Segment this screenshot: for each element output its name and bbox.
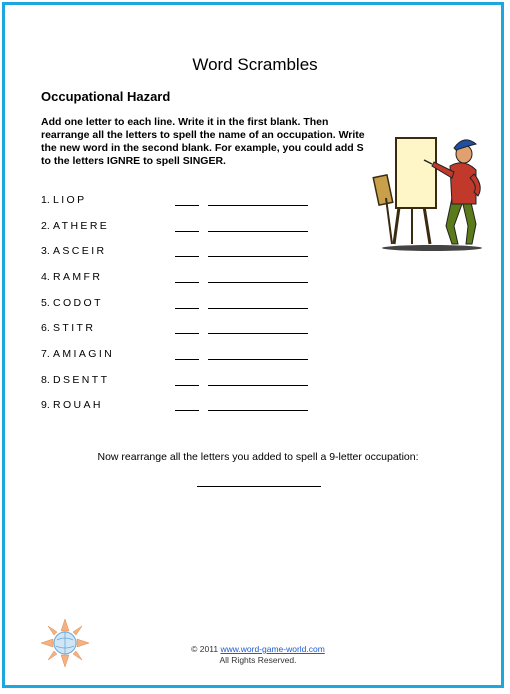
page-title: Word Scrambles: [192, 55, 318, 74]
occupation-blank[interactable]: [208, 282, 308, 283]
added-letter-blank[interactable]: [175, 333, 199, 334]
item-number: 4.: [41, 271, 50, 283]
item-number: 7.: [41, 348, 50, 360]
occupation-blank[interactable]: [208, 385, 308, 386]
item-number: 2.: [41, 220, 50, 232]
copyright-text: © 2011: [191, 644, 219, 654]
occupation-blank[interactable]: [208, 256, 308, 257]
scrambled-letters: ATHERE: [53, 220, 110, 232]
occupation-blank[interactable]: [208, 231, 308, 232]
added-letter-blank[interactable]: [175, 256, 199, 257]
added-letter-blank[interactable]: [175, 359, 199, 360]
page-frame: [2, 2, 504, 688]
added-letter-blank[interactable]: [175, 231, 199, 232]
rights-text: All Rights Reserved.: [219, 655, 297, 665]
added-letter-blank[interactable]: [175, 385, 199, 386]
added-letter-blank[interactable]: [175, 308, 199, 309]
footer: [0, 644, 510, 666]
instructions-text: Add one letter to each line. Write it in the first blank. Then rearrange all the letters to spell the name of an occupation. Write the new word in the second blank. For example, you could add S to the letters IGNRE to spell SINGER.: [41, 116, 365, 167]
copyright-line: [0, 644, 510, 655]
scrambled-letters: AMIAGIN: [53, 348, 115, 360]
scrambled-letters: DSENTT: [53, 374, 110, 386]
worksheet-subtitle: Occupational Hazard: [41, 89, 171, 104]
scrambled-letters: RAMFR: [53, 271, 103, 283]
occupation-blank[interactable]: [208, 308, 308, 309]
final-answer-blank[interactable]: [197, 486, 321, 487]
scrambled-letters: LIOP: [53, 194, 87, 206]
final-prompt: Now rearrange all the letters you added to spell a 9-letter occupation:: [97, 451, 419, 463]
item-number: 6.: [41, 322, 50, 334]
added-letter-blank[interactable]: [175, 410, 199, 411]
scrambled-letters: ROUAH: [53, 399, 103, 411]
occupation-blank[interactable]: [208, 333, 308, 334]
item-number: 1.: [41, 194, 50, 206]
added-letter-blank[interactable]: [175, 282, 199, 283]
website-link[interactable]: www.word-game-world.com: [220, 644, 325, 654]
item-number: 8.: [41, 374, 50, 386]
scrambled-letters: CODOT: [53, 297, 103, 309]
instructions: [41, 116, 371, 168]
occupation-blank[interactable]: [208, 205, 308, 206]
scrambled-letters: STITR: [53, 322, 96, 334]
scrambled-letters: ASCEIR: [53, 245, 107, 257]
item-number: 5.: [41, 297, 50, 309]
added-letter-blank[interactable]: [175, 205, 199, 206]
item-number: 3.: [41, 245, 50, 257]
painter-at-easel-icon: [372, 126, 500, 254]
occupation-blank[interactable]: [208, 359, 308, 360]
item-number: 9.: [41, 399, 50, 411]
occupation-blank[interactable]: [208, 410, 308, 411]
